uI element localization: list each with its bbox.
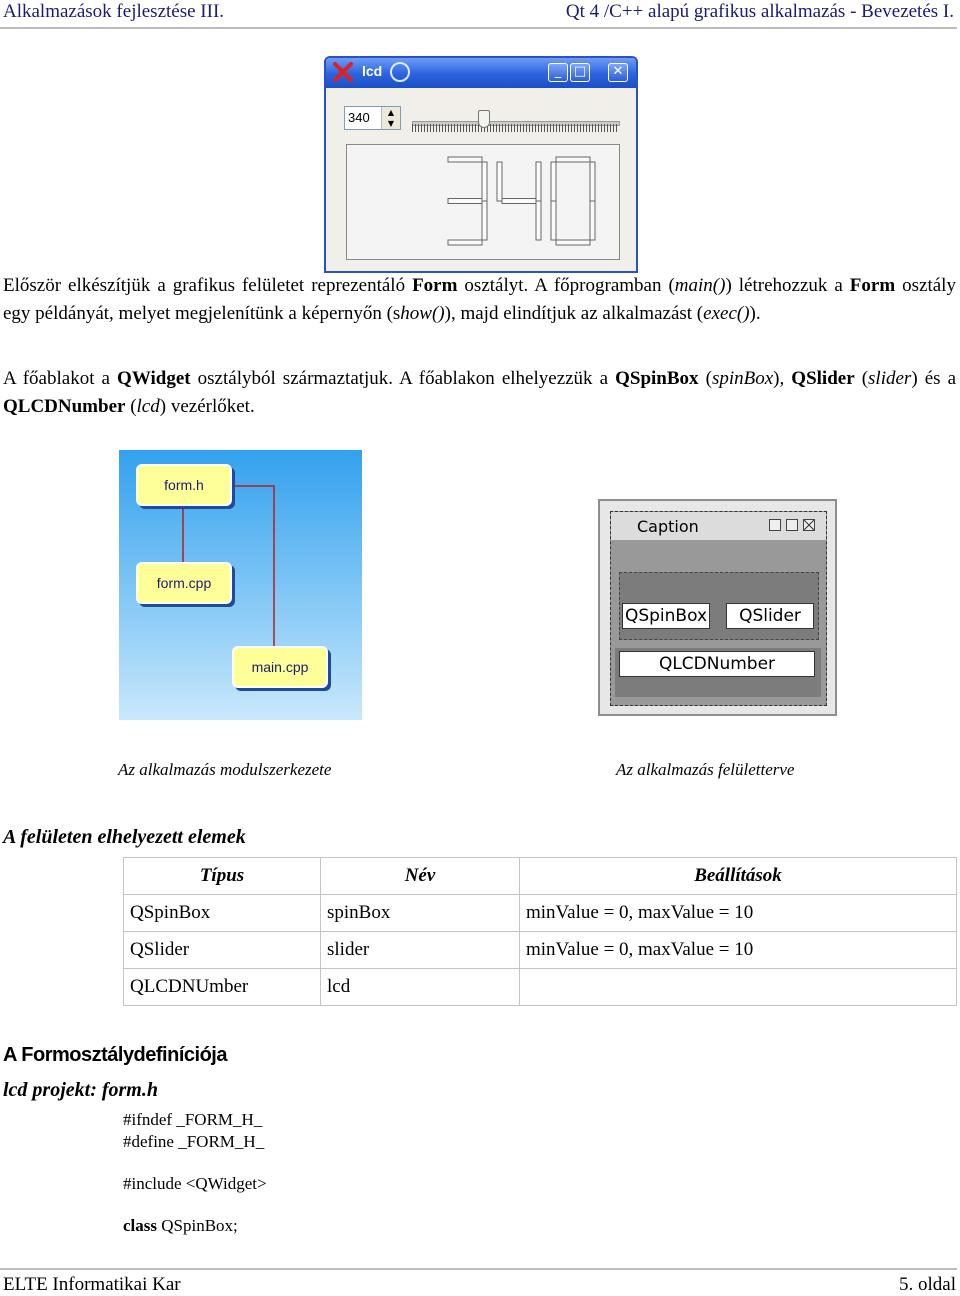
footer-rule — [0, 1268, 957, 1270]
lcd-segment — [551, 162, 556, 201]
elements-table — [123, 857, 957, 1006]
mockup-lcd: QLCDNumber — [619, 651, 815, 677]
table-cell: spinBox — [321, 895, 520, 932]
module-diagram — [119, 450, 362, 720]
window-titlebar — [326, 58, 636, 88]
caption-ui-design: Az alkalmazás felületterve — [616, 760, 795, 779]
maximize-icon[interactable]: □ — [570, 63, 590, 82]
table-header: Név — [321, 858, 520, 895]
table-row — [124, 895, 957, 932]
lcd-segment — [482, 201, 487, 240]
lcd-segment — [448, 157, 482, 162]
spinbox[interactable] — [344, 106, 401, 130]
mockup-minimize-icon — [769, 519, 781, 531]
mockup-top-layout — [619, 572, 819, 640]
table-header-row — [124, 858, 957, 895]
lcd-segment — [590, 162, 595, 201]
lcd-segment — [502, 199, 536, 204]
table-cell: minValue = 0, maxValue = 10 — [520, 895, 957, 932]
lcd-digits — [347, 145, 619, 259]
mockup-window — [610, 511, 827, 706]
project-file-title: lcd projekt: form.h — [3, 1079, 158, 1101]
table-cell: QSpinBox — [124, 895, 321, 932]
mockup-close-icon — [803, 519, 815, 531]
spin-up-icon[interactable]: ▲ — [382, 107, 400, 118]
table-header: Típus — [124, 858, 321, 895]
spin-down-icon[interactable]: ▼ — [382, 118, 400, 129]
table-row — [124, 969, 957, 1006]
code-line: class QSpinBox; — [123, 1216, 238, 1235]
mockup-spinbox: QSpinBox — [622, 603, 710, 629]
code-line: #include <QWidget> — [123, 1174, 267, 1193]
lcd-segment — [536, 201, 541, 240]
table-row — [124, 932, 957, 969]
caption-module-structure: Az alkalmazás modulszerkezete — [118, 760, 332, 779]
ui-mockup — [598, 499, 837, 716]
mockup-maximize-icon — [786, 519, 798, 531]
slider-handle[interactable] — [478, 110, 490, 128]
window-title: lcd — [362, 63, 383, 79]
lcd-segment — [556, 240, 590, 245]
table-cell: QSlider — [124, 932, 321, 969]
footer-right: 5. oldal — [899, 1274, 956, 1295]
close-icon[interactable]: ✕ — [608, 63, 628, 82]
mockup-slider: QSlider — [726, 603, 814, 629]
app-screenshot-window — [324, 56, 638, 273]
slider-ticks — [412, 124, 618, 132]
table-cell — [520, 969, 957, 1006]
module-form-cpp: form.cpp — [136, 562, 232, 604]
table-cell: lcd — [321, 969, 520, 1006]
app-logo-icon — [390, 62, 410, 82]
module-main-cpp: main.cpp — [232, 646, 328, 688]
header-right: Qt 4 /C++ alapú grafikus alkalmazás - Bevezetés I. — [565, 1, 954, 22]
intro-paragraph: Először elkészítjük a grafikus felületet reprezentáló Form osztályt. A főprogramban (main()) létrehozzuk a Form osztály egy példányát, melyet megjelenítünk a képernyőn (show()), majd elindítjuk az alkalmazást (exec()). — [3, 275, 956, 324]
lcd-segment — [590, 201, 595, 240]
table-cell: QLCDNUmber — [124, 969, 321, 1006]
lcd-display — [346, 144, 620, 260]
section-elements-title: A felületen elhelyezett elemek — [3, 826, 246, 848]
table-cell: minValue = 0, maxValue = 10 — [520, 932, 957, 969]
table-header: Beállítások — [520, 858, 957, 895]
section-class-title: A Formosztálydefiníciója — [3, 1044, 227, 1066]
lcd-segment — [448, 199, 482, 204]
mockup-bottom-layout — [615, 648, 821, 697]
header-rule — [0, 27, 957, 29]
widget-paragraph: A főablakot a QWidget osztályból származtatjuk. A főablakon elhelyezzük a QSpinBox (spinBox), QSlider (slider) és a QLCDNumber (lcd) vezérlőket. — [3, 368, 957, 417]
table-cell: slider — [321, 932, 520, 969]
lcd-segment — [551, 201, 556, 240]
header-left: Alkalmazások fejlesztése III. — [3, 1, 225, 22]
slider[interactable] — [412, 118, 618, 134]
lcd-segment — [448, 240, 482, 245]
lcd-segment — [497, 162, 502, 201]
mockup-caption-bar — [611, 512, 826, 540]
code-line: #define _FORM_H_ — [123, 1132, 265, 1151]
lcd-segment — [482, 162, 487, 201]
close-x-icon — [332, 61, 354, 83]
footer-left: ELTE Informatikai Kar — [3, 1274, 181, 1295]
spinbox-value: 340 — [348, 110, 370, 125]
mockup-caption: Caption — [637, 517, 699, 536]
code-line: #ifndef _FORM_H_ — [123, 1110, 263, 1129]
lcd-segment — [556, 157, 590, 162]
module-form-h: form.h — [136, 464, 232, 506]
lcd-segment — [536, 162, 541, 201]
minimize-icon[interactable]: _ — [548, 63, 568, 82]
